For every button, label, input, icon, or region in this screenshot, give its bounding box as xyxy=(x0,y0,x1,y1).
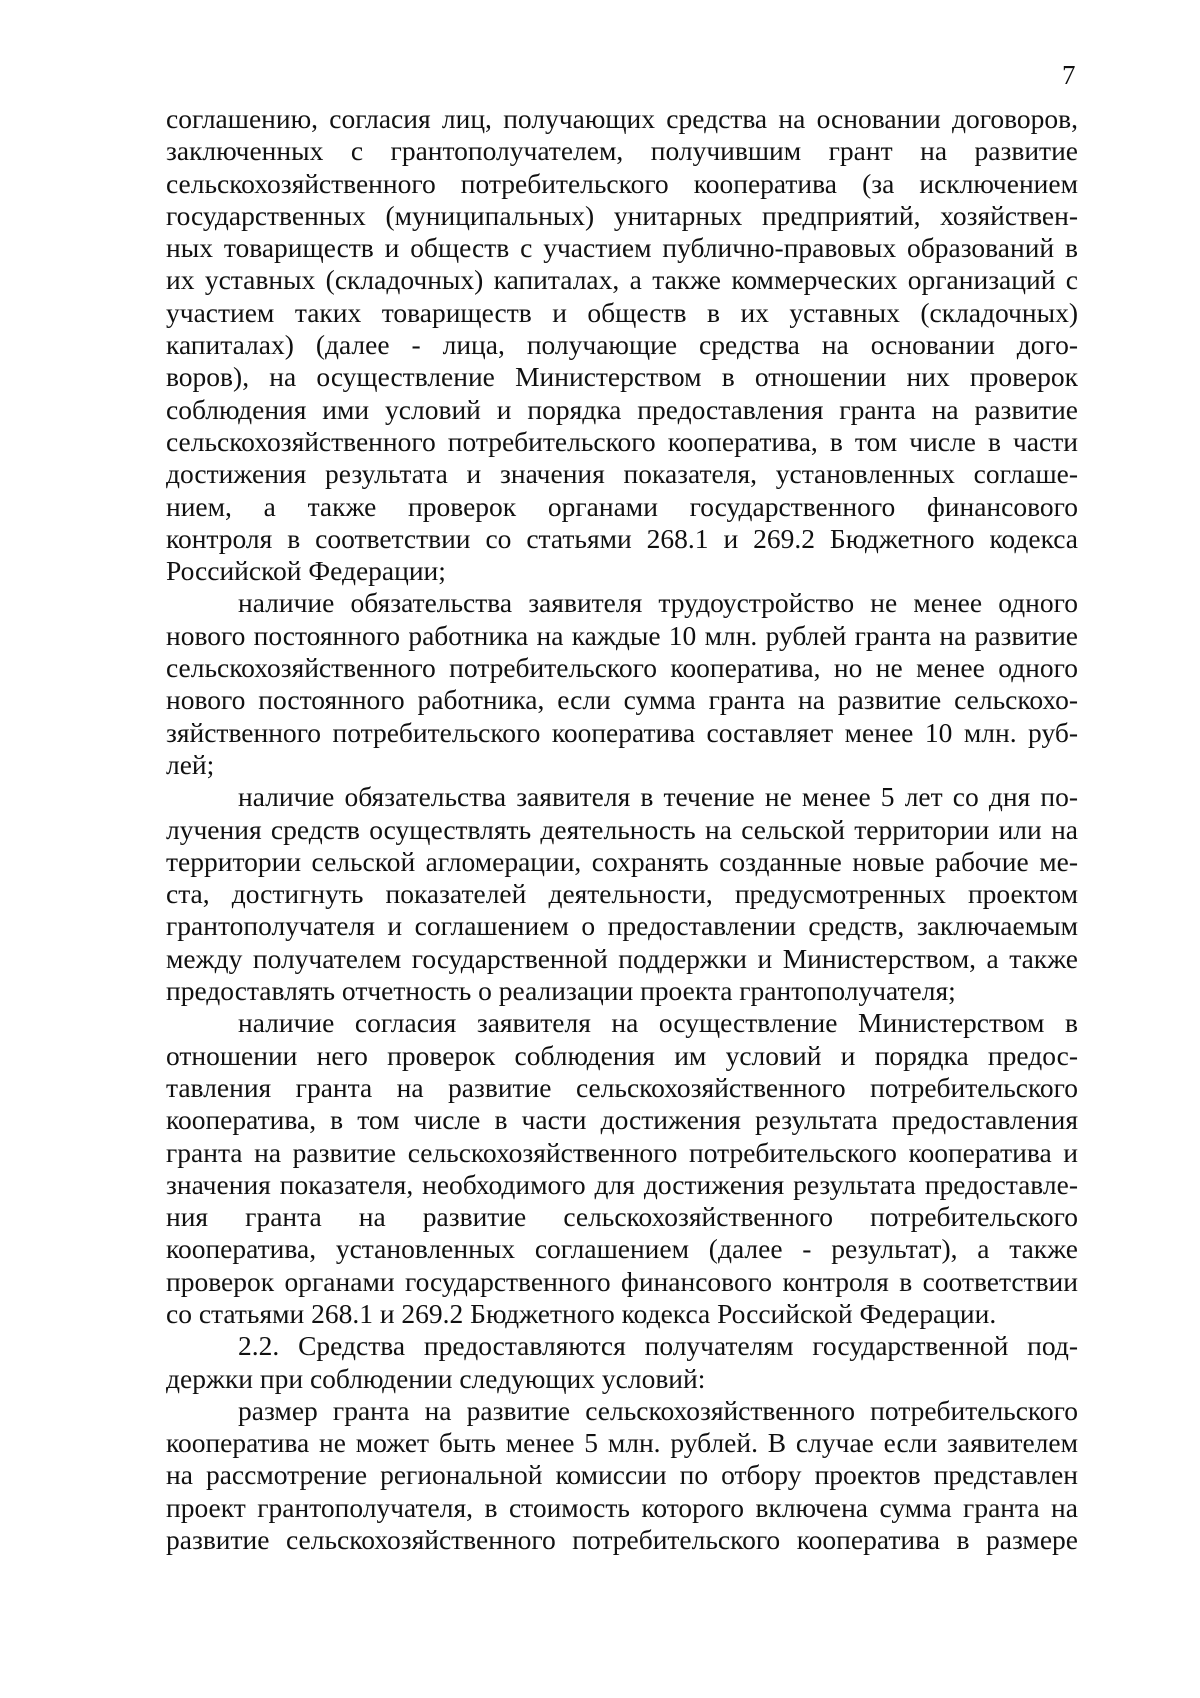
text-line: наличие обязательства заявителя в течение не менее 5 лет со дня по- xyxy=(238,781,1078,813)
text-line: участием таких товариществ и обществ в их уставных (складочных) xyxy=(166,296,1078,328)
text-line: ния гранта на развитие сельскохозяйственного потребительского xyxy=(166,1201,1078,1233)
text-line: соглашению, согласия лиц, получающих средства на основании договоров, xyxy=(166,103,1078,134)
text-line: капиталах) (далее - лица, получающие средства на основании дого- xyxy=(166,329,1078,361)
text-line: контроля в соответствии со статьями 268.1 и 269.2 Бюджетного кодекса xyxy=(166,522,1078,554)
text-line: наличие согласия заявителя на осуществление Министерством в xyxy=(238,1007,1078,1039)
text-line: лей; xyxy=(166,748,215,780)
text-line: зяйственного потребительского кооператива составляет менее 10 млн. руб- xyxy=(166,716,1078,748)
text-line: нием, а также проверок органами государственного финансового xyxy=(166,490,1078,522)
text-line: грантополучателя и соглашением о предоставлении средств, заключаемым xyxy=(166,910,1078,942)
text-line: кооператива, в том числе в части достижения результата предоставления xyxy=(166,1104,1078,1136)
text-line: проверок органами государственного финансового контроля в соответствии xyxy=(166,1265,1078,1297)
text-line: их уставных (складочных) капиталах, а также коммерческих организаций с xyxy=(166,264,1078,296)
text-line: сельскохозяйственного потребительского кооператива (за исключением xyxy=(166,167,1078,199)
text-line: соблюдения ими условий и порядка предоставления гранта на развитие xyxy=(166,393,1078,425)
text-line: Российской Федерации; xyxy=(166,555,446,587)
page-number: 7 xyxy=(1062,60,1076,90)
text-line: отношении него проверок соблюдения им условий и порядка предос- xyxy=(166,1039,1078,1071)
text-line: сельскохозяйственного потребительского кооператива, в том числе в части xyxy=(166,425,1078,457)
text-line: значения показателя, необходимого для достижения результата предоставле- xyxy=(166,1168,1078,1200)
text-line: тавления гранта на развитие сельскохозяйственного потребительского xyxy=(166,1071,1078,1103)
text-line: кооператива не может быть менее 5 млн. рублей. В случае если заявителем xyxy=(166,1427,1078,1459)
document-body xyxy=(166,103,1078,1556)
text-line: между получателем государственной поддержки и Министерством, а также xyxy=(166,942,1078,974)
text-line: ста, достигнуть показателей деятельности, предусмотренных проектом xyxy=(166,878,1078,910)
text-line: лучения средств осуществлять деятельность на сельской территории или на xyxy=(166,813,1078,845)
text-line: со статьями 268.1 и 269.2 Бюджетного кодекса Российской Федерации. xyxy=(166,1297,997,1329)
text-line: ных товариществ и обществ с участием публично-правовых образований в xyxy=(166,232,1078,264)
text-line: размер гранта на развитие сельскохозяйственного потребительского xyxy=(238,1394,1078,1426)
text-line: воров), на осуществление Министерством в отношении них проверок xyxy=(166,361,1078,393)
text-line: нового постоянного работника, если сумма гранта на развитие сельскохо- xyxy=(166,684,1078,716)
text-line: нового постоянного работника на каждые 10 млн. рублей гранта на развитие xyxy=(166,619,1078,651)
text-line: наличие обязательства заявителя трудоустройство не менее одного xyxy=(238,587,1078,619)
text-line: проект грантополучателя, в стоимость которого включена сумма гранта на xyxy=(166,1491,1078,1523)
text-line: государственных (муниципальных) унитарных предприятий, хозяйствен- xyxy=(166,199,1078,231)
text-line: сельскохозяйственного потребительского кооператива, но не менее одного xyxy=(166,652,1078,684)
text-line: держки при соблюдении следующих условий: xyxy=(166,1362,706,1394)
text-line: гранта на развитие сельскохозяйственного потребительского кооператива и xyxy=(166,1136,1078,1168)
text-line: достижения результата и значения показателя, установленных соглаше- xyxy=(166,458,1078,490)
text-line: развитие сельскохозяйственного потребительского кооператива в размере xyxy=(166,1524,1078,1556)
text-line: 2.2. Средства предоставляются получателям государственной под- xyxy=(238,1330,1078,1362)
text-line: предоставлять отчетность о реализации проекта грантополучателя; xyxy=(166,975,956,1007)
text-line: на рассмотрение региональной комиссии по отбору проектов представлен xyxy=(166,1459,1078,1491)
text-line: территории сельской агломерации, сохранять созданные новые рабочие ме- xyxy=(166,845,1078,877)
text-line: кооператива, установленных соглашением (далее - результат), а также xyxy=(166,1233,1078,1265)
text-line: заключенных с грантополучателем, получившим грант на развитие xyxy=(166,135,1078,167)
